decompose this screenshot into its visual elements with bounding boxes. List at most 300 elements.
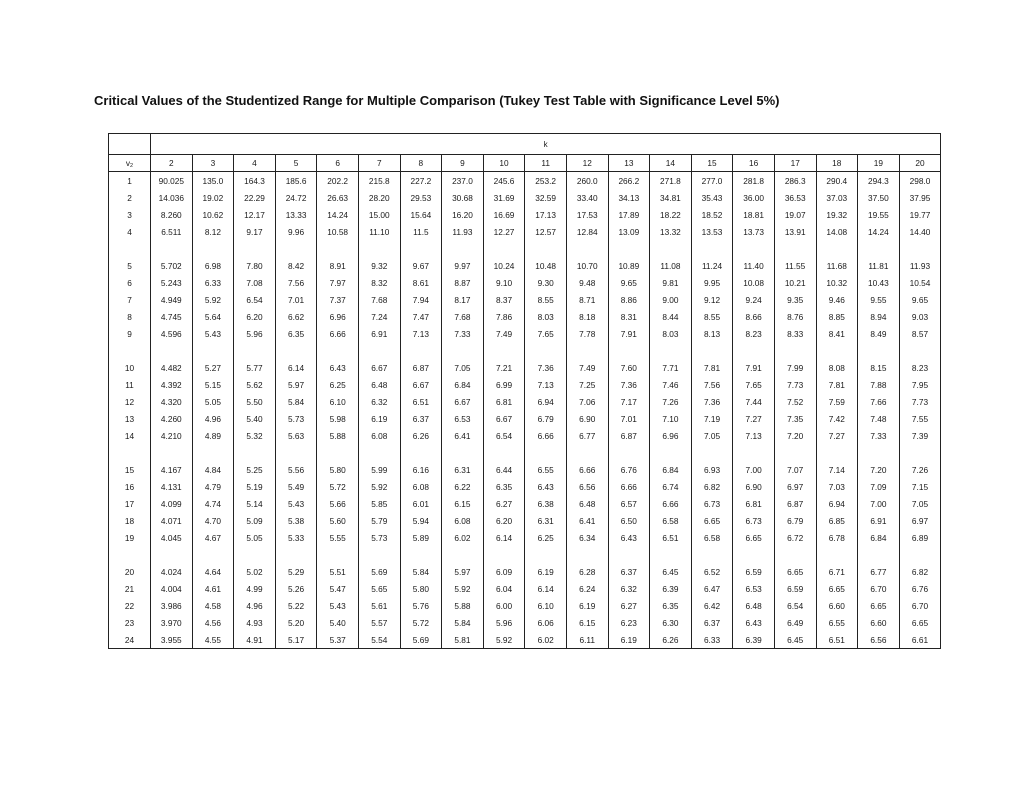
critical-value-cell: 6.91 (858, 512, 900, 529)
critical-value-cell: 9.32 (358, 257, 400, 274)
spacer-cell (275, 546, 317, 563)
v2-value: 8 (109, 308, 151, 325)
critical-value-cell: 6.59 (774, 580, 816, 597)
spacer-cell (358, 342, 400, 359)
critical-value-cell: 36.53 (774, 189, 816, 206)
table-row (109, 206, 941, 223)
critical-value-cell: 14.08 (816, 223, 858, 240)
critical-value-cell: 9.96 (275, 223, 317, 240)
spacer-cell (192, 546, 234, 563)
critical-value-cell: 8.260 (151, 206, 193, 223)
critical-value-cell: 7.71 (650, 359, 692, 376)
critical-value-cell: 7.01 (608, 410, 650, 427)
critical-value-cell: 245.6 (483, 172, 525, 190)
critical-value-cell: 6.57 (608, 495, 650, 512)
critical-value-cell: 5.19 (234, 478, 276, 495)
critical-value-cell: 6.82 (899, 563, 941, 580)
critical-value-cell: 5.51 (317, 563, 359, 580)
critical-value-cell: 13.53 (691, 223, 733, 240)
critical-value-cell: 5.60 (317, 512, 359, 529)
spacer-cell (774, 240, 816, 257)
k-column-header: 13 (608, 155, 650, 172)
v2-value: 1 (109, 172, 151, 190)
spacer-cell (691, 444, 733, 461)
critical-value-cell: 135.0 (192, 172, 234, 190)
critical-value-cell: 6.65 (691, 512, 733, 529)
critical-value-cell: 5.43 (275, 495, 317, 512)
critical-value-cell: 13.32 (650, 223, 692, 240)
critical-value-cell: 29.53 (400, 189, 442, 206)
critical-value-cell: 6.19 (608, 631, 650, 649)
critical-value-cell: 5.72 (400, 614, 442, 631)
critical-value-cell: 33.40 (566, 189, 608, 206)
critical-value-cell: 6.48 (358, 376, 400, 393)
critical-value-cell: 13.73 (733, 223, 775, 240)
critical-value-cell: 7.99 (774, 359, 816, 376)
spacer-cell (151, 342, 193, 359)
critical-value-cell: 5.32 (234, 427, 276, 444)
critical-value-cell: 6.35 (275, 325, 317, 342)
critical-value-cell: 7.52 (774, 393, 816, 410)
critical-value-cell: 9.81 (650, 274, 692, 291)
critical-value-cell: 6.20 (483, 512, 525, 529)
critical-value-cell: 5.88 (317, 427, 359, 444)
v2-value: 22 (109, 597, 151, 614)
spacer-cell (317, 342, 359, 359)
critical-value-cell: 6.14 (483, 529, 525, 546)
critical-value-cell: 5.98 (317, 410, 359, 427)
spacer-cell (442, 240, 484, 257)
critical-value-cell: 5.92 (358, 478, 400, 495)
critical-value-cell: 5.49 (275, 478, 317, 495)
spacer-cell (774, 546, 816, 563)
critical-value-cell: 8.61 (400, 274, 442, 291)
k-column-header: 8 (400, 155, 442, 172)
critical-value-cell: 7.15 (899, 478, 941, 495)
critical-value-cell: 6.30 (650, 614, 692, 631)
critical-value-cell: 5.50 (234, 393, 276, 410)
spacer-cell (899, 240, 941, 257)
table-row (109, 614, 941, 631)
critical-value-cell: 6.10 (525, 597, 567, 614)
critical-value-cell: 15.00 (358, 206, 400, 223)
critical-value-cell: 6.39 (733, 631, 775, 649)
critical-value-cell: 7.13 (733, 427, 775, 444)
critical-value-cell: 17.89 (608, 206, 650, 223)
k-column-header: 14 (650, 155, 692, 172)
critical-value-cell: 12.57 (525, 223, 567, 240)
k-label: k (151, 134, 941, 155)
critical-value-cell: 13.91 (774, 223, 816, 240)
critical-value-cell: 7.47 (400, 308, 442, 325)
critical-value-cell: 4.61 (192, 580, 234, 597)
critical-value-cell: 6.77 (858, 563, 900, 580)
v2-value: 6 (109, 274, 151, 291)
critical-value-cell: 4.392 (151, 376, 193, 393)
critical-value-cell: 6.94 (816, 495, 858, 512)
k-column-header: 19 (858, 155, 900, 172)
critical-value-cell: 6.08 (442, 512, 484, 529)
critical-value-cell: 8.87 (442, 274, 484, 291)
critical-value-cell: 7.20 (858, 461, 900, 478)
table-row (109, 291, 941, 308)
critical-value-cell: 7.26 (899, 461, 941, 478)
spacer-cell (816, 546, 858, 563)
spacer-cell (608, 342, 650, 359)
critical-value-cell: 7.68 (358, 291, 400, 308)
critical-value-cell: 6.14 (275, 359, 317, 376)
critical-value-cell: 6.97 (774, 478, 816, 495)
critical-value-cell: 6.00 (483, 597, 525, 614)
v2-value: 23 (109, 614, 151, 631)
critical-value-cell: 4.099 (151, 495, 193, 512)
critical-value-cell: 5.80 (317, 461, 359, 478)
critical-value-cell: 4.045 (151, 529, 193, 546)
spacer-cell (691, 546, 733, 563)
critical-value-cell: 10.89 (608, 257, 650, 274)
critical-value-cell: 5.92 (192, 291, 234, 308)
critical-value-cell: 6.14 (525, 580, 567, 597)
v2-value: 9 (109, 325, 151, 342)
critical-value-cell: 7.56 (275, 274, 317, 291)
critical-value-cell: 6.72 (774, 529, 816, 546)
tukey-table-container (108, 133, 941, 649)
critical-value-cell: 7.46 (650, 376, 692, 393)
critical-value-cell: 6.28 (566, 563, 608, 580)
critical-value-cell: 5.61 (358, 597, 400, 614)
critical-value-cell: 6.52 (691, 563, 733, 580)
critical-value-cell: 298.0 (899, 172, 941, 190)
critical-value-cell: 5.65 (358, 580, 400, 597)
k-column-header: 9 (442, 155, 484, 172)
critical-value-cell: 6.35 (483, 478, 525, 495)
column-header-row (109, 155, 941, 172)
critical-value-cell: 4.004 (151, 580, 193, 597)
critical-value-cell: 5.76 (400, 597, 442, 614)
critical-value-cell: 4.74 (192, 495, 234, 512)
spacer-cell (858, 444, 900, 461)
spacer-cell (899, 444, 941, 461)
critical-value-cell: 13.33 (275, 206, 317, 223)
critical-value-cell: 3.970 (151, 614, 193, 631)
critical-value-cell: 6.26 (400, 427, 442, 444)
critical-value-cell: 17.53 (566, 206, 608, 223)
critical-value-cell: 6.61 (899, 631, 941, 649)
critical-value-cell: 7.66 (858, 393, 900, 410)
critical-value-cell: 11.55 (774, 257, 816, 274)
critical-value-cell: 13.09 (608, 223, 650, 240)
spacer-cell (400, 546, 442, 563)
critical-value-cell: 6.23 (608, 614, 650, 631)
critical-value-cell: 6.55 (816, 614, 858, 631)
critical-value-cell: 10.70 (566, 257, 608, 274)
critical-value-cell: 26.63 (317, 189, 359, 206)
critical-value-cell: 6.79 (525, 410, 567, 427)
critical-value-cell: 6.01 (400, 495, 442, 512)
critical-value-cell: 4.91 (234, 631, 276, 649)
critical-value-cell: 4.58 (192, 597, 234, 614)
critical-value-cell: 7.81 (691, 359, 733, 376)
critical-value-cell: 5.89 (400, 529, 442, 546)
critical-value-cell: 6.65 (816, 580, 858, 597)
critical-value-cell: 6.84 (442, 376, 484, 393)
table-row (109, 257, 941, 274)
critical-value-cell: 7.37 (317, 291, 359, 308)
v2-value: 4 (109, 223, 151, 240)
k-column-header: 20 (899, 155, 941, 172)
critical-value-cell: 19.32 (816, 206, 858, 223)
critical-value-cell: 7.68 (442, 308, 484, 325)
critical-value-cell: 7.19 (691, 410, 733, 427)
critical-value-cell: 6.77 (566, 427, 608, 444)
table-row (109, 393, 941, 410)
critical-value-cell: 6.62 (275, 308, 317, 325)
critical-value-cell: 6.74 (650, 478, 692, 495)
critical-value-cell: 9.30 (525, 274, 567, 291)
critical-value-cell: 4.93 (234, 614, 276, 631)
critical-value-cell: 6.54 (234, 291, 276, 308)
critical-value-cell: 7.00 (733, 461, 775, 478)
critical-value-cell: 6.37 (691, 614, 733, 631)
critical-value-cell: 5.97 (275, 376, 317, 393)
critical-value-cell: 6.02 (442, 529, 484, 546)
critical-value-cell: 11.10 (358, 223, 400, 240)
critical-value-cell: 5.96 (234, 325, 276, 342)
critical-value-cell: 16.69 (483, 206, 525, 223)
critical-value-cell: 6.10 (317, 393, 359, 410)
critical-value-cell: 4.131 (151, 478, 193, 495)
table-row (109, 376, 941, 393)
critical-value-cell: 30.68 (442, 189, 484, 206)
critical-value-cell: 7.56 (691, 376, 733, 393)
critical-value-cell: 8.66 (733, 308, 775, 325)
critical-value-cell: 8.94 (858, 308, 900, 325)
spacer-cell (442, 444, 484, 461)
spacer-cell (650, 342, 692, 359)
critical-value-cell: 202.2 (317, 172, 359, 190)
critical-value-cell: 5.85 (358, 495, 400, 512)
critical-value-cell: 10.08 (733, 274, 775, 291)
critical-value-cell: 4.56 (192, 614, 234, 631)
critical-value-cell: 5.84 (400, 563, 442, 580)
critical-value-cell: 15.64 (400, 206, 442, 223)
critical-value-cell: 8.32 (358, 274, 400, 291)
critical-value-cell: 6.53 (733, 580, 775, 597)
spacer-cell (774, 444, 816, 461)
spacer-cell (691, 342, 733, 359)
critical-value-cell: 6.54 (483, 427, 525, 444)
critical-value-cell: 7.00 (858, 495, 900, 512)
spacer-cell (733, 342, 775, 359)
v2-value: 14 (109, 427, 151, 444)
critical-value-cell: 8.31 (608, 308, 650, 325)
critical-value-cell: 5.47 (317, 580, 359, 597)
k-column-header: 7 (358, 155, 400, 172)
critical-value-cell: 6.06 (525, 614, 567, 631)
critical-value-cell: 5.02 (234, 563, 276, 580)
critical-value-cell: 6.20 (234, 308, 276, 325)
critical-value-cell: 4.67 (192, 529, 234, 546)
critical-value-cell: 17.13 (525, 206, 567, 223)
spacer-cell (234, 240, 276, 257)
critical-value-cell: 11.24 (691, 257, 733, 274)
critical-value-cell: 5.69 (358, 563, 400, 580)
critical-value-cell: 14.40 (899, 223, 941, 240)
critical-value-cell: 8.23 (899, 359, 941, 376)
critical-value-cell: 5.69 (400, 631, 442, 649)
critical-value-cell: 4.210 (151, 427, 193, 444)
v2-value: 20 (109, 563, 151, 580)
critical-value-cell: 6.45 (774, 631, 816, 649)
critical-value-cell: 6.65 (858, 597, 900, 614)
critical-value-cell: 6.44 (483, 461, 525, 478)
critical-value-cell: 7.09 (858, 478, 900, 495)
critical-value-cell: 7.10 (650, 410, 692, 427)
critical-value-cell: 4.071 (151, 512, 193, 529)
spacer-cell (733, 546, 775, 563)
critical-value-cell: 5.84 (442, 614, 484, 631)
critical-value-cell: 6.56 (566, 478, 608, 495)
critical-value-cell: 7.08 (234, 274, 276, 291)
table-row (109, 495, 941, 512)
corner-blank-cell (109, 134, 151, 155)
critical-value-cell: 6.27 (608, 597, 650, 614)
critical-value-cell: 6.90 (733, 478, 775, 495)
critical-value-cell: 3.986 (151, 597, 193, 614)
critical-value-cell: 6.65 (733, 529, 775, 546)
critical-value-cell: 271.8 (650, 172, 692, 190)
critical-value-cell: 6.66 (566, 461, 608, 478)
critical-value-cell: 5.72 (317, 478, 359, 495)
k-column-header: 3 (192, 155, 234, 172)
critical-value-cell: 5.92 (442, 580, 484, 597)
v2-value: 3 (109, 206, 151, 223)
critical-value-cell: 7.94 (400, 291, 442, 308)
critical-value-cell: 6.48 (733, 597, 775, 614)
k-column-header: 16 (733, 155, 775, 172)
critical-value-cell: 6.24 (566, 580, 608, 597)
spacer-cell (525, 444, 567, 461)
spacer-cell (566, 546, 608, 563)
critical-value-cell: 6.08 (400, 478, 442, 495)
critical-value-cell: 5.40 (317, 614, 359, 631)
critical-value-cell: 11.5 (400, 223, 442, 240)
critical-value-cell: 9.67 (400, 257, 442, 274)
critical-value-cell: 8.91 (317, 257, 359, 274)
critical-value-cell: 6.39 (650, 580, 692, 597)
critical-value-cell: 8.33 (774, 325, 816, 342)
critical-value-cell: 5.79 (358, 512, 400, 529)
critical-value-cell: 8.17 (442, 291, 484, 308)
critical-value-cell: 34.13 (608, 189, 650, 206)
critical-value-cell: 6.02 (525, 631, 567, 649)
table-row (109, 427, 941, 444)
critical-value-cell: 7.05 (691, 427, 733, 444)
table-row (109, 461, 941, 478)
critical-value-cell: 6.81 (483, 393, 525, 410)
critical-value-cell: 6.43 (733, 614, 775, 631)
critical-value-cell: 6.42 (691, 597, 733, 614)
critical-value-cell: 6.99 (483, 376, 525, 393)
critical-value-cell: 7.80 (234, 257, 276, 274)
spacer-cell (192, 342, 234, 359)
k-column-header: 12 (566, 155, 608, 172)
spacer-cell (858, 342, 900, 359)
critical-value-cell: 6.89 (899, 529, 941, 546)
critical-value-cell: 8.55 (691, 308, 733, 325)
spacer-cell (816, 342, 858, 359)
critical-value-cell: 9.48 (566, 274, 608, 291)
critical-value-cell: 4.024 (151, 563, 193, 580)
critical-value-cell: 18.81 (733, 206, 775, 223)
critical-value-cell: 7.91 (608, 325, 650, 342)
critical-value-cell: 11.08 (650, 257, 692, 274)
critical-value-cell: 5.88 (442, 597, 484, 614)
critical-value-cell: 6.511 (151, 223, 193, 240)
k-column-header: 6 (317, 155, 359, 172)
critical-value-cell: 7.33 (442, 325, 484, 342)
group-spacer-row (109, 546, 941, 563)
spacer-cell (816, 444, 858, 461)
critical-value-cell: 14.24 (317, 206, 359, 223)
critical-value-cell: 5.29 (275, 563, 317, 580)
critical-value-cell: 8.42 (275, 257, 317, 274)
table-row (109, 325, 941, 342)
critical-value-cell: 8.37 (483, 291, 525, 308)
critical-value-cell: 6.79 (774, 512, 816, 529)
critical-value-cell: 4.596 (151, 325, 193, 342)
critical-value-cell: 5.38 (275, 512, 317, 529)
spacer-cell (691, 240, 733, 257)
critical-value-cell: 6.37 (608, 563, 650, 580)
critical-value-cell: 24.72 (275, 189, 317, 206)
critical-value-cell: 4.167 (151, 461, 193, 478)
critical-value-cell: 7.36 (525, 359, 567, 376)
critical-value-cell: 6.84 (650, 461, 692, 478)
critical-value-cell: 6.67 (400, 376, 442, 393)
spacer-cell (151, 444, 193, 461)
spacer-cell (858, 546, 900, 563)
critical-value-cell: 5.14 (234, 495, 276, 512)
critical-value-cell: 6.19 (566, 597, 608, 614)
critical-value-cell: 7.17 (608, 393, 650, 410)
critical-value-cell: 7.21 (483, 359, 525, 376)
spacer-cell (109, 342, 151, 359)
critical-value-cell: 5.73 (275, 410, 317, 427)
critical-value-cell: 8.13 (691, 325, 733, 342)
critical-value-cell: 6.53 (442, 410, 484, 427)
critical-value-cell: 11.93 (899, 257, 941, 274)
critical-value-cell: 6.97 (899, 512, 941, 529)
v-label: v (125, 157, 131, 168)
critical-value-cell: 10.62 (192, 206, 234, 223)
critical-value-cell: 5.99 (358, 461, 400, 478)
spacer-cell (400, 342, 442, 359)
critical-value-cell: 5.57 (358, 614, 400, 631)
critical-value-cell: 7.05 (442, 359, 484, 376)
critical-value-cell: 5.37 (317, 631, 359, 649)
spacer-cell (151, 546, 193, 563)
critical-value-cell: 32.59 (525, 189, 567, 206)
critical-value-cell: 34.81 (650, 189, 692, 206)
critical-value-cell: 215.8 (358, 172, 400, 190)
spacer-cell (192, 240, 234, 257)
document-title: Critical Values of the Studentized Range for Multiple Comparison (Tukey Test Table with Significance Level 5%) (94, 93, 780, 108)
critical-value-cell: 18.22 (650, 206, 692, 223)
critical-value-cell: 7.65 (733, 376, 775, 393)
table-row (109, 223, 941, 240)
critical-value-cell: 6.45 (650, 563, 692, 580)
